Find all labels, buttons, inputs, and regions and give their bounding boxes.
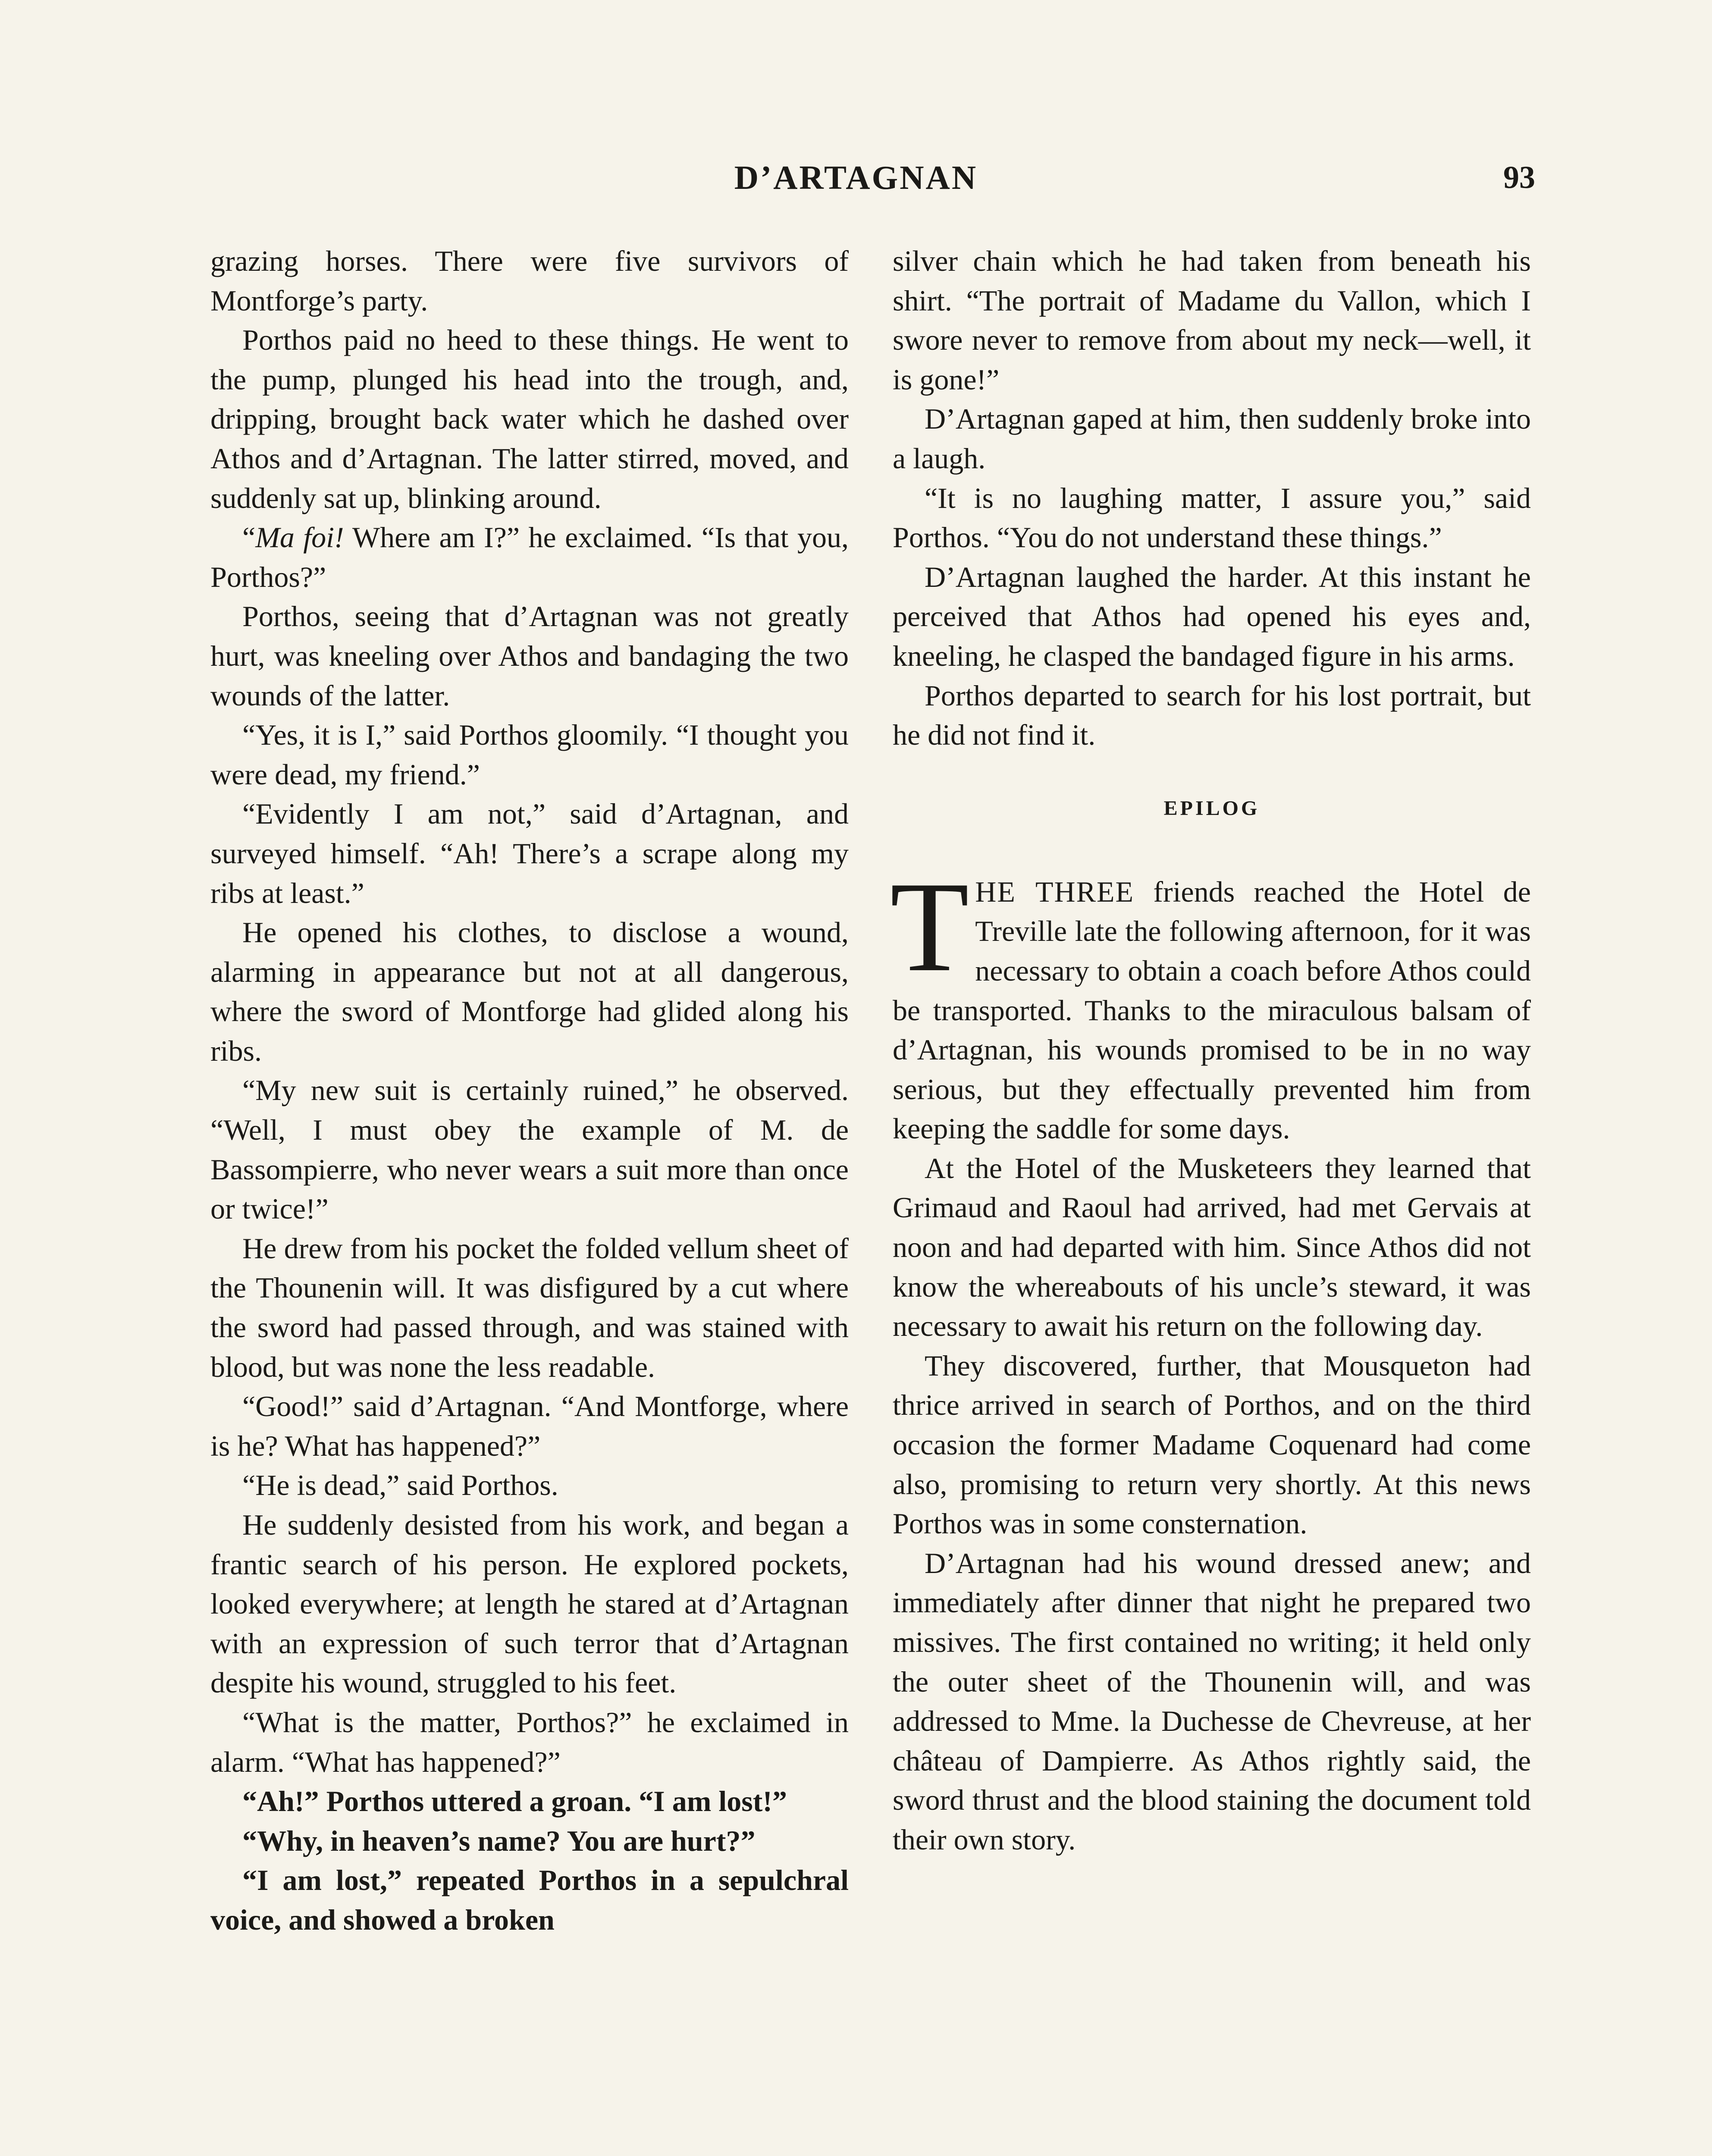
paragraph: “My new suit is certainly ruined,” he observed. “Well, I must obey the example of M. de Bassompierre, who never wears a suit more than once or twice!” bbox=[210, 1074, 849, 1225]
paragraph: He drew from his pocket the folded vellum sheet of the Thounenin will. It was disfigured by a cut where the sword had passed through, and was stained with blood, but was none the less readable. bbox=[210, 1232, 849, 1383]
paragraph: “What is the matter, Porthos?” he exclaimed in alarm. “What has happened?” bbox=[210, 1705, 849, 1778]
left-column bbox=[210, 241, 849, 1940]
running-head bbox=[0, 156, 1712, 199]
paragraph: “He is dead,” said Porthos. bbox=[242, 1469, 558, 1502]
paragraph: He opened his clothes, to disclose a wound, alarming in appearance but not at all dangerous, where the sword of Montforge had glided along his ribs. bbox=[210, 916, 849, 1067]
paragraph: “It is no laughing matter, I assure you,” said Porthos. “You do not understand these things.” bbox=[893, 481, 1531, 554]
paragraph: D’Artagnan gaped at him, then suddenly broke into a laugh. bbox=[893, 402, 1531, 475]
paragraph: “I am lost,” repeated Porthos in a sepulchral voice, and showed a broken bbox=[210, 1864, 849, 1936]
italic-phrase: Ma foi! bbox=[255, 521, 344, 554]
paragraph: D’Artagnan laughed the harder. At this instant he perceived that Athos had opened his eyes and, kneeling, he clasped the bandaged figure in his arms. bbox=[893, 560, 1531, 672]
paragraph: Porthos departed to search for his lost portrait, but he did not find it. bbox=[893, 679, 1531, 752]
quote-open: “ bbox=[242, 521, 256, 554]
running-title: D’ARTAGNAN bbox=[734, 159, 978, 196]
page-number: 93 bbox=[1503, 160, 1535, 195]
drop-cap: T bbox=[890, 855, 969, 998]
opening-paragraph bbox=[890, 855, 1531, 1149]
paragraph: D’Artagnan had his wound dressed anew; and immediately after dinner that night he prepared two missives. The first contained no writing; it held only the outer sheet of the Thounenin will, and was addressed to Mme. la Duchesse de Chevreuse, at her château of Dampierre. As Athos rightly said, the sword thrust and the blood staining the document told their own story. bbox=[893, 1546, 1531, 1856]
paragraph: They discovered, further, that Mousqueton had thrice arrived in search of Porthos, and on the third occasion the former Madame Coquenard had come also, promising to return very shortly. At this news Porthos was in some consternation. bbox=[893, 1349, 1531, 1540]
paragraph: “Why, in heaven’s name? You are hurt?” bbox=[242, 1824, 756, 1857]
paragraph: Porthos, seeing that d’Artagnan was not greatly hurt, was kneeling over Athos and bandaging the two wounds of the latter. bbox=[210, 600, 849, 712]
paragraph: “Yes, it is I,” said Porthos gloomily. “I thought you were dead, my friend.” bbox=[210, 718, 849, 791]
paragraph bbox=[210, 518, 849, 597]
paragraph: “Ah!” Porthos uttered a groan. “I am lost!” bbox=[242, 1785, 787, 1818]
paragraph: “Good!” said d’Artagnan. “And Montforge, where is he? What has happened?” bbox=[210, 1390, 849, 1462]
paragraph: He suddenly desisted from his work, and began a frantic search of his person. He explored pockets, looked everywhere; at length he stared at d’Artagnan with an expression of such terror that d’Artagnan despite his wound, struggled to his feet. bbox=[210, 1508, 849, 1699]
paragraph: Porthos paid no heed to these things. He went to the pump, plunged his head into the trough, and, dripping, brought back water which he dashed over Athos and d’Artagnan. The latter stirred, moved, and suddenly sat up, blinking around. bbox=[210, 323, 849, 514]
paragraph: At the Hotel of the Musketeers they learned that Grimaud and Raoul had arrived, had met Gervais at noon and had departed with him. Since Athos did not know the whereabouts of his uncle’s steward, it was necessary to await his return on the following day. bbox=[893, 1151, 1531, 1343]
paragraph-rest: Where am I?” he exclaimed. “Is that you, Porthos?” bbox=[210, 521, 849, 593]
opening-caps: HE THREE bbox=[975, 875, 1135, 908]
section-heading: EPILOG bbox=[1163, 796, 1260, 820]
paragraph-rest: friends reached the Hotel de Treville late the following afternoon, for it was necessary to obtain a coach before Athos could be transported. Thanks to the miraculous balsam of d’Artagnan, his wounds promised to be in no way serious, but they effectually prevented him from keeping the saddle for some days. bbox=[893, 875, 1531, 1145]
paragraph: grazing horses. There were five survivors of Montforge’s party. bbox=[210, 244, 849, 317]
paragraph: silver chain which he had taken from beneath his shirt. “The portrait of Madame du Vallon, which I swore never to remove from about my neck—well, it is gone!” bbox=[893, 244, 1531, 396]
right-column bbox=[890, 241, 1531, 1860]
paragraph: “Evidently I am not,” said d’Artagnan, and surveyed himself. “Ah! There’s a scrape along my ribs at least.” bbox=[210, 797, 849, 909]
